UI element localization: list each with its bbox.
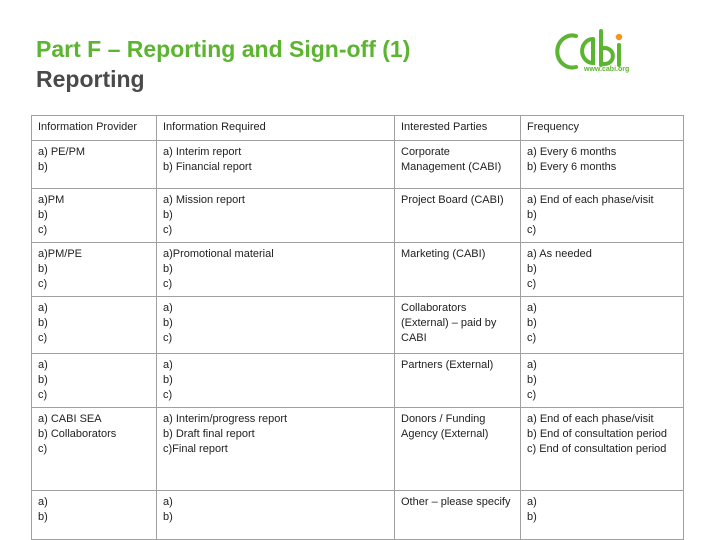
cell-information-provider <box>32 141 157 189</box>
slide-title <box>36 34 410 94</box>
cell-line: a) <box>163 302 173 314</box>
logo-url: www.cabi.org <box>584 66 630 73</box>
cell-line: c) <box>38 443 48 455</box>
cell-line: b) <box>527 511 537 523</box>
cell-line: Partners (External) <box>401 359 494 371</box>
cell-information-required <box>157 297 395 354</box>
table-row <box>32 408 684 491</box>
cell-line: b) Collaborators <box>38 428 117 440</box>
cell-line: b) <box>163 374 173 386</box>
cell-interested-parties <box>395 297 521 354</box>
cell-line: a) <box>527 359 537 371</box>
cell-information-provider <box>32 491 157 540</box>
cell-frequency <box>521 491 684 540</box>
cell-line: a) <box>38 496 48 508</box>
cell-line: b) Every 6 months <box>527 161 617 173</box>
cell-line: Donors / Funding Agency (External) <box>401 413 489 440</box>
cell-line: a) Mission report <box>163 194 245 206</box>
cell-interested-parties <box>395 141 521 189</box>
cell-interested-parties <box>395 189 521 243</box>
cell-line: a) Interim/progress report <box>163 413 288 425</box>
cell-line: b) <box>38 209 48 221</box>
cell-line: c) End of consultation period <box>527 443 667 455</box>
cell-information-required <box>157 189 395 243</box>
cell-line: Marketing (CABI) <box>401 248 486 260</box>
cell-line: Project Board (CABI) <box>401 194 504 206</box>
cell-interested-parties <box>395 243 521 297</box>
cell-line: a) <box>527 496 537 508</box>
cell-line: b) <box>38 317 48 329</box>
cell-information-required <box>157 354 395 408</box>
cell-information-required <box>157 491 395 540</box>
cell-line: a) Interim report <box>163 146 242 158</box>
cell-line: c) <box>163 389 173 401</box>
cell-line: a) <box>527 302 537 314</box>
cell-line: b) <box>38 511 48 523</box>
table-row <box>32 243 684 297</box>
cell-information-provider <box>32 297 157 354</box>
cell-line: b) <box>163 511 173 523</box>
cell-information-provider <box>32 354 157 408</box>
cell-line: c) <box>527 332 537 344</box>
cell-line: a)PM <box>38 194 65 206</box>
cell-line: b) <box>527 317 537 329</box>
cell-line: a) CABI SEA <box>38 413 102 425</box>
cell-line: a) <box>163 359 173 371</box>
header-information-provider: Information Provider <box>32 116 157 141</box>
cell-interested-parties <box>395 408 521 491</box>
cell-line: b) <box>163 209 173 221</box>
reporting-table <box>31 115 684 540</box>
cell-line: a) Every 6 months <box>527 146 617 158</box>
table-row <box>32 141 684 189</box>
header-frequency: Frequency <box>521 116 684 141</box>
table-row <box>32 297 684 354</box>
cell-line: b) <box>38 161 48 173</box>
cell-line: b) Draft final report <box>163 428 255 440</box>
cell-line: a) <box>38 302 48 314</box>
cell-line: c) <box>527 224 537 236</box>
cell-line: b) <box>38 263 48 275</box>
table-row <box>32 354 684 408</box>
cell-frequency <box>521 408 684 491</box>
cell-line: c) <box>527 389 537 401</box>
cell-line: Other – please specify <box>401 496 511 508</box>
slide-title-line2: Reporting <box>36 66 145 92</box>
cell-line: b) End of consultation period <box>527 428 668 440</box>
cell-information-required <box>157 408 395 491</box>
cell-line: a)Promotional material <box>163 248 274 260</box>
cell-line: c) <box>38 278 48 290</box>
cell-line: c) <box>163 332 173 344</box>
cell-line: a) End of each phase/visit <box>527 413 654 425</box>
cell-line: b) <box>163 263 173 275</box>
cell-line: b) <box>527 209 537 221</box>
cell-line: b) <box>527 263 537 275</box>
cell-line: c) <box>163 224 173 236</box>
cell-interested-parties <box>395 354 521 408</box>
cell-information-provider <box>32 243 157 297</box>
cell-line: c) <box>163 278 173 290</box>
cell-line: b) <box>38 374 48 386</box>
table-row <box>32 189 684 243</box>
slide-title-line1: Part F – Reporting and Sign-off (1) <box>36 36 411 62</box>
header-information-required: Information Required <box>157 116 395 141</box>
header-row <box>32 116 684 141</box>
cell-line: Corporate Management (CABI) <box>401 146 502 173</box>
cell-information-required <box>157 243 395 297</box>
cell-line: a) PE/PM <box>38 146 86 158</box>
cell-information-required <box>157 141 395 189</box>
cell-line: c) <box>38 389 48 401</box>
cell-frequency <box>521 141 684 189</box>
cell-frequency <box>521 243 684 297</box>
cell-interested-parties <box>395 491 521 540</box>
cell-information-provider <box>32 408 157 491</box>
cell-line: b) Financial report <box>163 161 252 173</box>
cell-line: c) <box>38 332 48 344</box>
cell-line: c) <box>527 278 537 290</box>
cell-line: a) <box>163 496 173 508</box>
cell-line: a) <box>38 359 48 371</box>
header-interested-parties: Interested Parties <box>395 116 521 141</box>
table-body <box>32 141 684 540</box>
cell-frequency <box>521 189 684 243</box>
cell-line: a) As needed <box>527 248 592 260</box>
cell-line: b) <box>527 374 537 386</box>
cell-line: a) End of each phase/visit <box>527 194 654 206</box>
cell-line: c)Final report <box>163 443 228 455</box>
cell-frequency <box>521 354 684 408</box>
cell-line: Collaborators (External) – paid by CABI <box>401 302 497 344</box>
cell-information-provider <box>32 189 157 243</box>
cell-line: b) <box>163 317 173 329</box>
table-row <box>32 491 684 540</box>
cell-frequency <box>521 297 684 354</box>
cell-line: c) <box>38 224 48 236</box>
cell-line: a)PM/PE <box>38 248 83 260</box>
